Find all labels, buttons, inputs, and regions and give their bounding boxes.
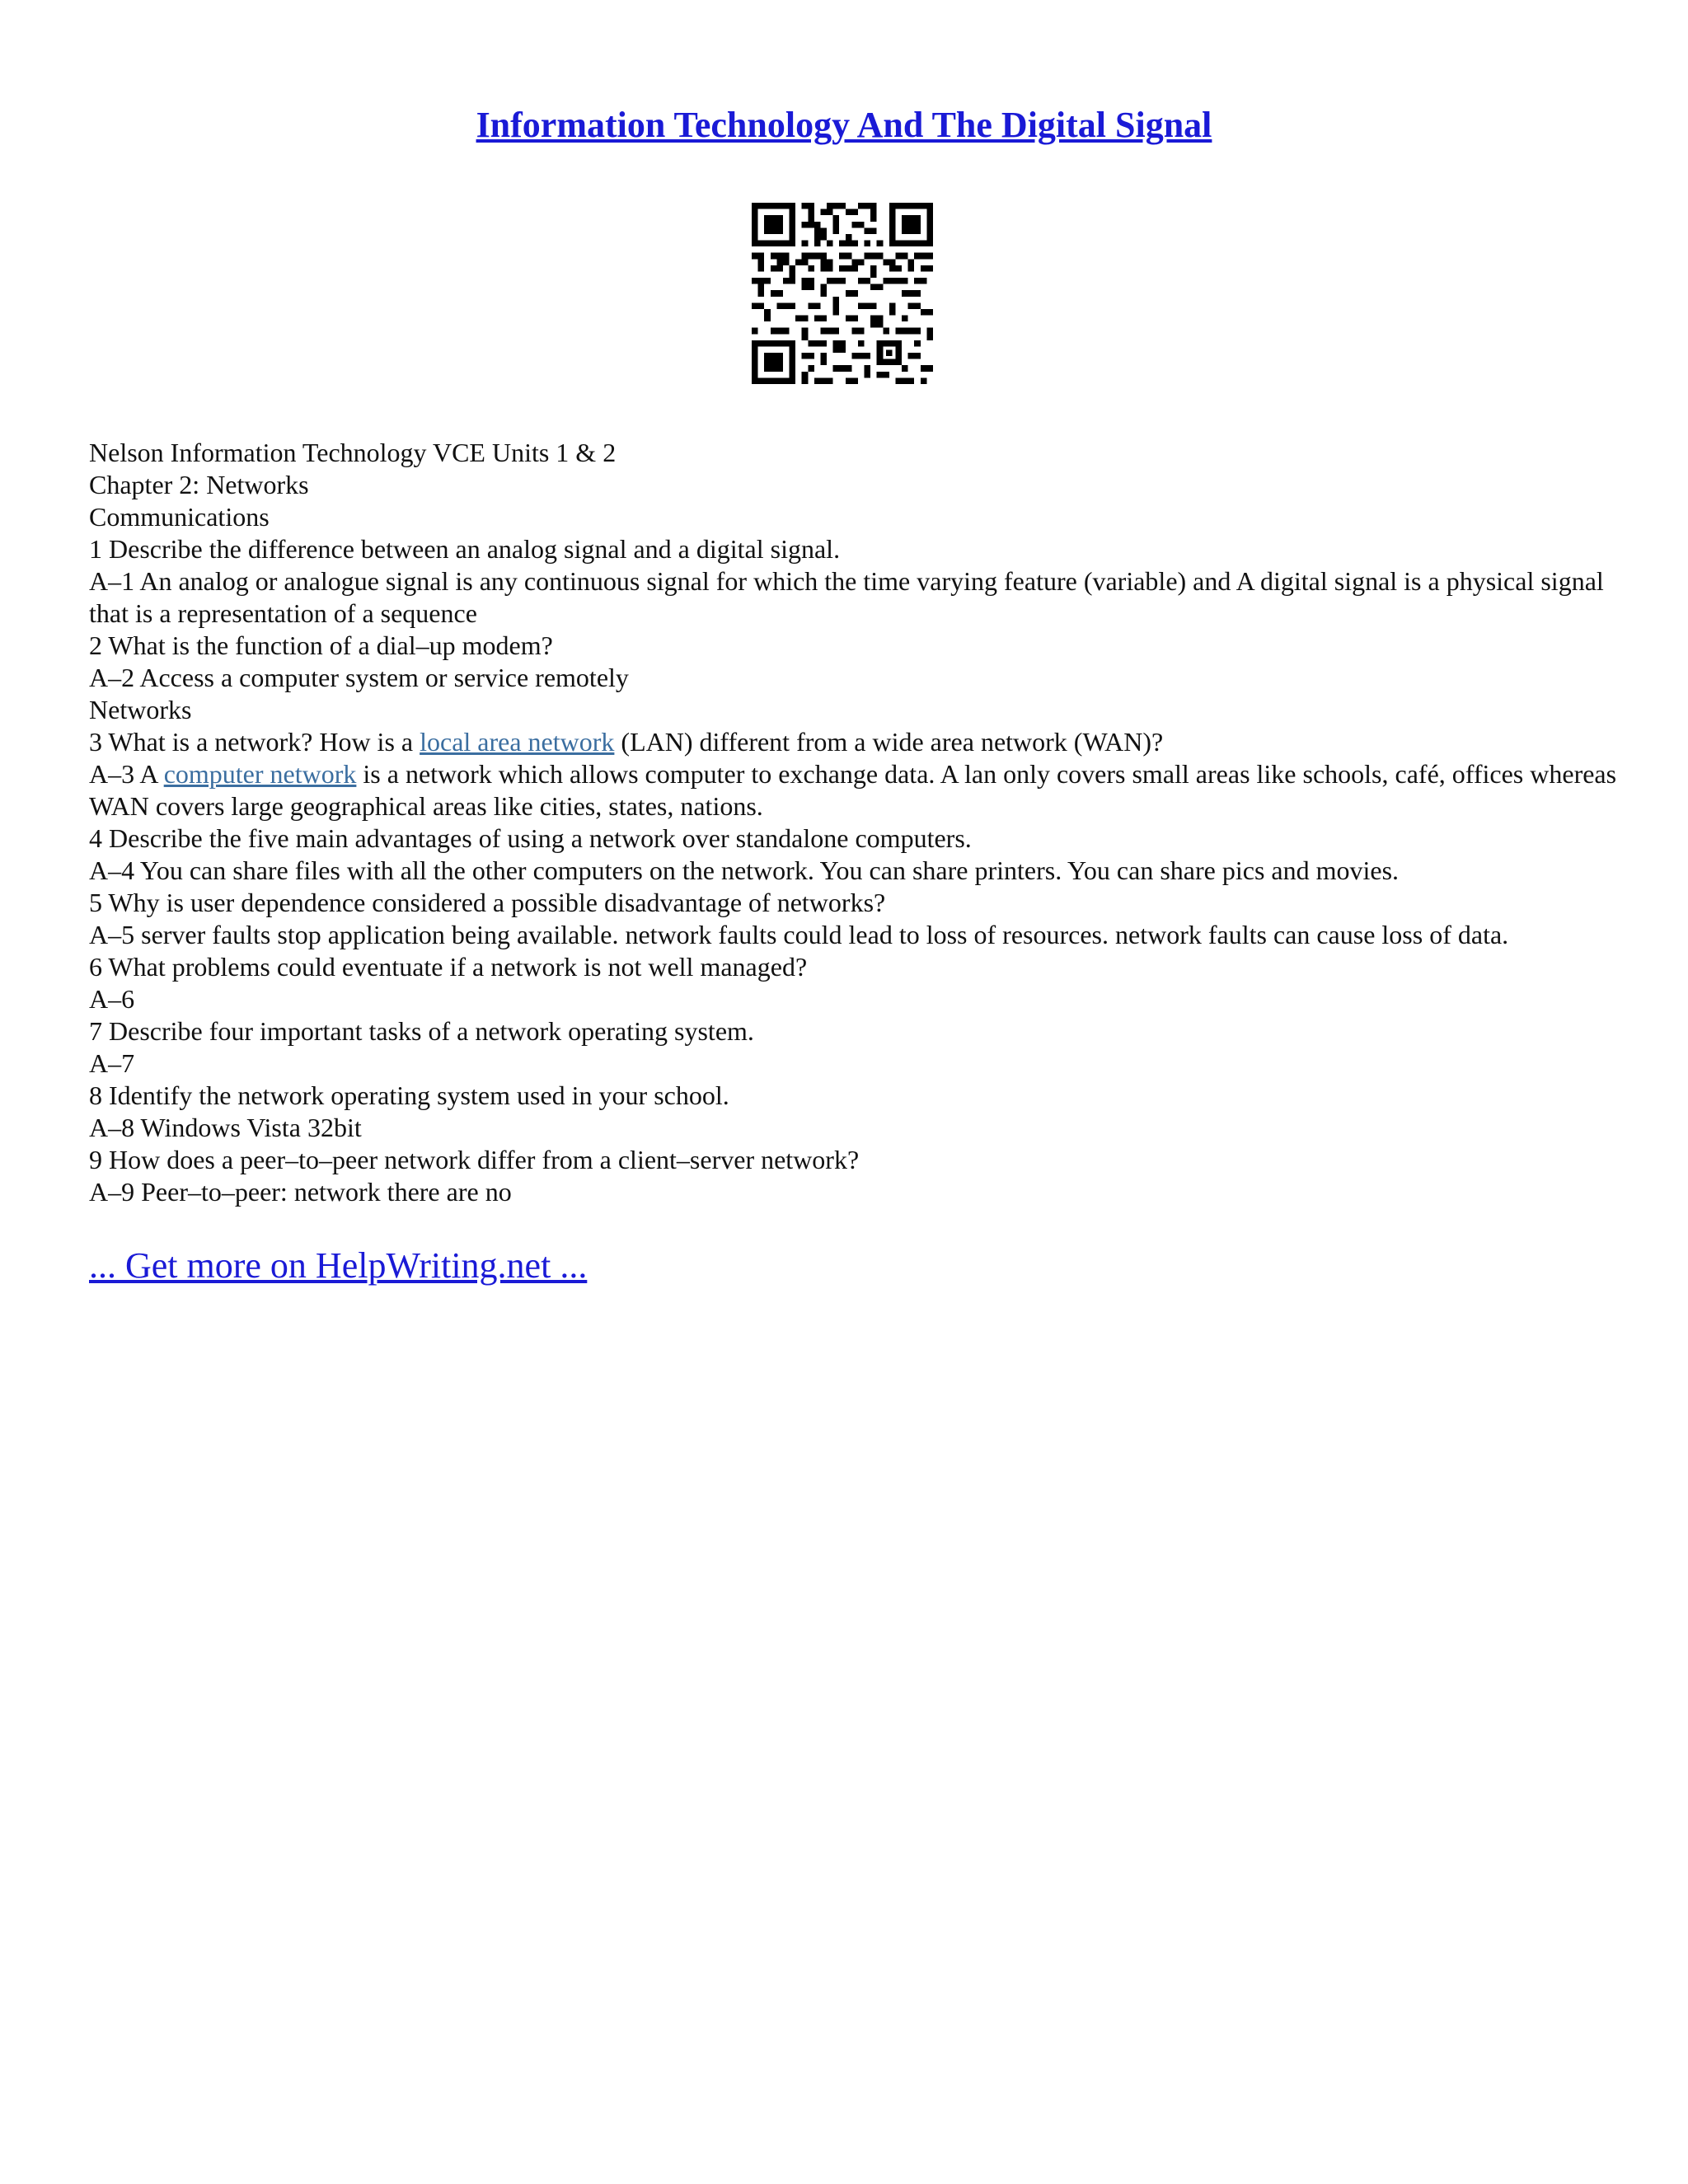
text-line: 6 What problems could eventuate if a network is not well managed? [89,952,808,982]
text-line: 4 Describe the five main advantages of using a network over standalone computers. [89,823,972,853]
text-line-with-link [89,726,1639,758]
text-line: 5 Why is user dependence considered a possible disadvantage of networks? [89,888,886,917]
text-line: A–2 Access a computer system or service remotely [89,663,629,692]
text-line: 2 What is the function of a dial–up modem? [89,630,553,660]
text-line: A–6 [89,984,135,1014]
title-link[interactable]: Information Technology And The Digital Signal [476,105,1212,145]
text-line: A–7 [89,1048,135,1078]
qr-code-icon [752,203,933,384]
text-line: Nelson Information Technology VCE Units 1 & 2 [89,438,617,467]
page-title [0,101,1688,150]
local-area-network-link[interactable]: local area network [420,727,615,757]
text-line: A–8 Windows Vista 32bit [89,1113,362,1142]
text-line: Communications [89,502,270,532]
text-line-with-link [89,758,1639,823]
text-line: Networks [89,695,192,724]
text-segment: A–3 A [89,759,164,789]
text-line: A–4 You can share files with all the other computers on the network. You can share printers. You can share pics and movies. [89,855,1400,885]
text-line: 9 How does a peer–to–peer network differ from a client–server network? [89,1145,860,1174]
text-line: Chapter 2: Networks [89,470,309,499]
text-line: 7 Describe four important tasks of a network operating system. [89,1016,754,1046]
text-segment: is a network which allows computer to exchange data. A lan only covers small areas like schools, café, offices whereas WAN covers large geographical areas like cities, states, nations. [89,759,1617,821]
text-segment: (LAN) different from a wide area network (WAN)? [614,727,1164,757]
text-line: A–9 Peer–to–peer: network there are no [89,1177,512,1207]
document-body [89,437,1639,1208]
get-more-link[interactable]: ... Get more on HelpWriting.net ... [89,1245,588,1286]
text-line: A–1 An analog or analogue signal is any continuous signal for which the time varying feature (variable) and A digital signal is a physical signal that is a representation of a sequence [89,566,1604,628]
text-line: 1 Describe the difference between an analog signal and a digital signal. [89,534,841,564]
text-line: A–5 server faults stop application being available. network faults could lead to loss of resources. network faults can cause loss of data. [89,920,1509,949]
text-line: 8 Identify the network operating system used in your school. [89,1080,729,1110]
computer-network-link[interactable]: computer network [163,759,357,789]
text-segment: 3 What is a network? How is a [89,727,420,757]
